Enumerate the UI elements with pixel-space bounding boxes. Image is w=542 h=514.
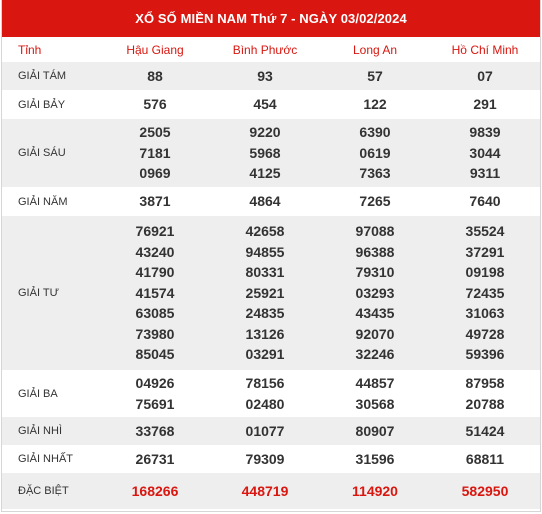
prize-number: 7640 — [469, 193, 501, 210]
prize-cell — [430, 119, 540, 187]
prize-number: 4125 — [249, 165, 281, 182]
prize-number: 80331 — [245, 264, 285, 281]
prize-number: 7363 — [359, 165, 391, 182]
prize-row — [2, 445, 540, 473]
prize-number: 49728 — [465, 325, 505, 342]
prize-row — [2, 216, 540, 370]
prize-cell — [430, 473, 540, 509]
prize-number: 94855 — [245, 243, 285, 260]
province-header[interactable]: Bình Phước — [232, 42, 298, 57]
prize-row — [2, 473, 540, 509]
prize-number: 9311 — [469, 165, 501, 182]
prize-row — [2, 62, 540, 90]
prize-label: GIẢI BẢY — [18, 98, 66, 111]
prize-cell — [210, 187, 320, 216]
prize-number: 20788 — [465, 395, 505, 412]
prize-cell — [100, 445, 210, 473]
prize-number: 63085 — [135, 305, 175, 322]
prize-number: 35524 — [465, 223, 505, 240]
prize-number: 85045 — [135, 346, 175, 363]
province-header[interactable]: Hồ Chí Minh — [451, 42, 519, 57]
prize-cell — [320, 187, 430, 216]
prize-number: 59396 — [465, 346, 505, 363]
province-column-label: Tỉnh — [18, 42, 42, 57]
prize-cell — [430, 62, 540, 90]
prize-cell — [210, 445, 320, 473]
prize-number: 291 — [473, 96, 497, 113]
special-prize-number: 114920 — [352, 482, 398, 499]
prize-number: 93 — [257, 67, 273, 84]
prize-number: 4864 — [249, 193, 281, 210]
prize-label: GIẢI SÁU — [2, 119, 100, 187]
prize-number: 122 — [363, 96, 387, 113]
prize-number: 13126 — [245, 325, 285, 342]
special-prize-number: 168266 — [131, 482, 179, 499]
prize-number: 576 — [143, 96, 167, 113]
prize-number: 30568 — [355, 395, 395, 412]
prize-number: 44857 — [355, 375, 395, 391]
prize-cell — [100, 62, 210, 90]
prize-number: 6390 — [359, 124, 391, 141]
prize-number: 42658 — [245, 223, 285, 240]
prize-number: 09198 — [465, 264, 505, 281]
prize-number: 76921 — [135, 223, 175, 240]
prize-number: 75691 — [135, 395, 175, 412]
prize-cell — [210, 62, 320, 90]
prize-number: 04926 — [135, 375, 175, 391]
prize-number: 25921 — [245, 284, 285, 301]
prize-cell — [430, 187, 540, 216]
prize-number: 02480 — [245, 395, 285, 412]
prize-number: 41574 — [135, 284, 175, 301]
prize-label: GIẢI NHÌ — [2, 417, 100, 445]
prize-number: 68811 — [465, 450, 505, 467]
prize-number: 57 — [367, 67, 383, 84]
prize-cell — [320, 417, 430, 445]
prize-number: 37291 — [465, 243, 505, 260]
prize-label: GIẢI BA — [18, 387, 58, 400]
prize-cell — [210, 417, 320, 445]
prize-number: 03293 — [355, 284, 395, 301]
prize-number: 41790 — [135, 264, 175, 281]
prize-number: 72435 — [465, 284, 505, 301]
prize-cell — [430, 445, 540, 473]
prize-number: 92070 — [355, 325, 395, 342]
prize-cell — [320, 119, 430, 187]
prize-number: 51424 — [465, 422, 505, 439]
province-header-row — [2, 37, 540, 62]
prize-number: 31063 — [465, 305, 505, 322]
prize-label: GIẢI NĂM — [18, 195, 68, 208]
prize-number: 03291 — [245, 346, 285, 363]
prize-label: GIẢI NHẤT — [18, 453, 74, 465]
prize-cell — [430, 417, 540, 445]
prize-number: 9839 — [469, 124, 501, 141]
prize-number: 79309 — [245, 450, 285, 467]
prize-rows — [2, 62, 540, 509]
prize-label: GIẢI TƯ — [2, 216, 100, 370]
prize-number: 0619 — [359, 144, 391, 161]
prize-cell — [100, 119, 210, 187]
prize-cell — [210, 370, 320, 417]
prize-cell — [100, 370, 210, 417]
prize-number: 32246 — [355, 346, 395, 363]
prize-cell — [100, 187, 210, 216]
prize-number: 97088 — [355, 223, 395, 240]
prize-row — [2, 90, 540, 119]
prize-label: ĐẶC BIỆT — [2, 473, 100, 509]
province-header[interactable]: Hậu Giang — [126, 42, 184, 57]
prize-cell — [430, 370, 540, 417]
prize-cell — [210, 473, 320, 509]
prize-number: 3044 — [469, 144, 501, 161]
prize-number: 5968 — [249, 144, 281, 161]
prize-cell — [320, 370, 430, 417]
prize-number: 26731 — [135, 450, 175, 467]
prize-number: 454 — [253, 96, 277, 113]
prize-number: 24835 — [245, 305, 285, 322]
prize-row — [2, 187, 540, 216]
prize-number: 7265 — [359, 193, 391, 210]
special-prize-number: 448719 — [241, 482, 289, 499]
prize-cell — [430, 90, 540, 119]
prize-number: 3871 — [139, 193, 171, 210]
prize-cell — [210, 90, 320, 119]
prize-cell — [430, 216, 540, 370]
prize-cell — [100, 417, 210, 445]
prize-cell — [100, 473, 210, 509]
prize-cell — [210, 119, 320, 187]
province-header[interactable]: Long An — [352, 42, 398, 57]
prize-number: 33768 — [135, 422, 175, 439]
prize-number: 78156 — [245, 375, 285, 391]
prize-number: 96388 — [355, 243, 395, 260]
prize-cell — [100, 216, 210, 370]
special-prize-number: 582950 — [461, 482, 509, 499]
results-table — [2, 37, 540, 509]
prize-number: 01077 — [245, 422, 285, 439]
prize-label: GIẢI TÁM — [2, 62, 100, 90]
prize-cell — [320, 216, 430, 370]
prize-number: 31596 — [355, 450, 395, 467]
prize-number: 73980 — [135, 325, 175, 342]
prize-cell — [320, 445, 430, 473]
page-title: XỔ SỐ MIỀN NAM Thứ 7 - NGÀY 03/02/2024 — [2, 0, 540, 37]
prize-number: 0969 — [139, 165, 171, 182]
prize-row — [2, 417, 540, 445]
prize-number: 7181 — [139, 144, 171, 161]
prize-number: 43435 — [355, 305, 395, 322]
prize-cell — [210, 216, 320, 370]
prize-cell — [100, 90, 210, 119]
prize-cell — [320, 473, 430, 509]
prize-number: 2505 — [139, 124, 171, 141]
prize-row — [2, 370, 540, 417]
prize-number: 88 — [147, 67, 163, 84]
results-panel — [1, 0, 541, 512]
prize-number: 80907 — [355, 422, 395, 439]
prize-row — [2, 119, 540, 187]
prize-cell — [320, 62, 430, 90]
prize-cell — [320, 90, 430, 119]
prize-number: 9220 — [249, 124, 281, 141]
prize-number: 79310 — [355, 264, 395, 281]
prize-number: 87958 — [465, 375, 505, 391]
prize-number: 43240 — [135, 243, 175, 260]
prize-number: 07 — [477, 67, 493, 84]
